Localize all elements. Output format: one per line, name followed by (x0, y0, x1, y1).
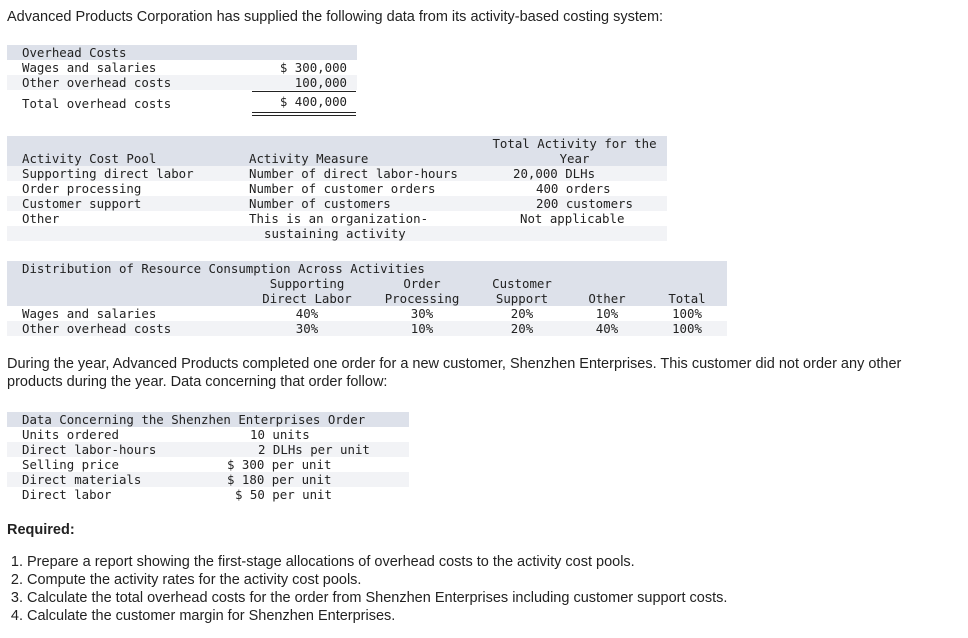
intro-text: Advanced Products Corporation has supplied the following data from its activity-based costing system: (7, 9, 664, 25)
order-row-value: 2 DLHs per unit (258, 442, 370, 457)
required-item: 2. Compute the activity rates for the activity cost pools. (27, 571, 967, 589)
col-header-supporting: Supporting (269, 276, 345, 291)
overhead-costs-table (7, 45, 357, 120)
subtotal-rule (252, 91, 356, 92)
col-header-order: Order (403, 276, 441, 291)
overhead-row-label: Other overhead costs (22, 75, 172, 90)
col-header-order: Processing (384, 291, 460, 306)
distribution-cell: 10% (595, 306, 619, 321)
distribution-title: Distribution of Resource Consumption Across Activities (22, 261, 425, 276)
activity-measure-cell: Number of customers (249, 196, 391, 211)
activity-total-cell: 200 customers (536, 196, 633, 211)
distribution-cell: 20% (510, 306, 534, 321)
total-double-rule (252, 112, 356, 113)
activity-measure-cell: sustaining activity (264, 226, 406, 241)
total-double-rule (252, 115, 356, 116)
overhead-header: Overhead Costs (22, 45, 127, 60)
total-activity-header: Total Activity for the (492, 136, 657, 151)
distribution-cell: 20% (510, 321, 534, 336)
required-item: 4. Calculate the customer margin for Shenzhen Enterprises. (27, 607, 967, 625)
distribution-row-label: Other overhead costs (22, 321, 172, 336)
activity-pool-cell: Supporting direct labor (22, 166, 194, 181)
total-activity-header: Year (559, 151, 590, 166)
required-item: 1. Prepare a report showing the first-stage allocations of overhead costs to the activity cost pools. (27, 553, 967, 571)
distribution-cell: 30% (295, 321, 319, 336)
order-row-value: $ 50 per unit (235, 487, 332, 502)
col-header-customer: Customer (492, 276, 552, 291)
order-description-text: During the year, Advanced Products completed one order for a new customer, Shenzhen Enterprises. This customer did not order any other products during the year. Data concerning that order follow: (7, 356, 902, 390)
required-heading: Required: (7, 522, 75, 538)
activity-total-cell: 400 orders (536, 181, 611, 196)
order-row-label: Units ordered (22, 427, 119, 442)
shenzhen-order-table (7, 412, 409, 503)
distribution-cell: 100% (672, 306, 702, 321)
col-header-supporting: Direct Labor (262, 291, 352, 306)
order-table-header: Data Concerning the Shenzhen Enterprises Order (22, 412, 366, 427)
required-item: 3. Calculate the total overhead costs for the order from Shenzhen Enterprises including customer support costs. (27, 589, 967, 607)
order-row-value: $ 300 per unit (227, 457, 332, 472)
distribution-table (7, 261, 727, 337)
activity-measure-header: Activity Measure (249, 151, 369, 166)
order-row-value: $ 180 per unit (227, 472, 332, 487)
activity-total-cell: 20,000 DLHs (513, 166, 596, 181)
distribution-cell: 40% (595, 321, 619, 336)
order-row-label: Direct labor-hours (22, 442, 157, 457)
distribution-cell: 30% (410, 306, 434, 321)
activity-pool-cell: Customer support (22, 196, 142, 211)
activity-measure-cell: Number of direct labor-hours (249, 166, 458, 181)
activity-measure-cell: Number of customer orders (249, 181, 436, 196)
distribution-cell: 40% (295, 306, 319, 321)
order-row-label: Selling price (22, 457, 119, 472)
activity-pool-cell: Other (22, 211, 60, 226)
col-header-other: Other (588, 291, 626, 306)
order-row-label: Direct materials (22, 472, 142, 487)
activity-total-cell: Not applicable (520, 211, 625, 226)
activity-pool-header: Activity Cost Pool (22, 151, 157, 166)
overhead-row-value: $ 300,000 (279, 60, 347, 75)
activity-pool-cell: Order processing (22, 181, 142, 196)
order-row-value: 10 units (250, 427, 310, 442)
overhead-row-label: Wages and salaries (22, 60, 157, 75)
overhead-row-value: 100,000 (294, 75, 347, 90)
required-list (7, 553, 967, 625)
distribution-cell: 100% (672, 321, 702, 336)
activity-measure-cell: This is an organization- (249, 211, 429, 226)
distribution-cell: 10% (410, 321, 434, 336)
overhead-total-label: Total overhead costs (22, 96, 172, 111)
activity-cost-pool-table (7, 136, 667, 242)
col-header-total: Total (668, 291, 706, 306)
col-header-customer: Support (495, 291, 549, 306)
overhead-total-value: $ 400,000 (279, 94, 347, 109)
order-row-label: Direct labor (22, 487, 112, 502)
distribution-row-label: Wages and salaries (22, 306, 157, 321)
